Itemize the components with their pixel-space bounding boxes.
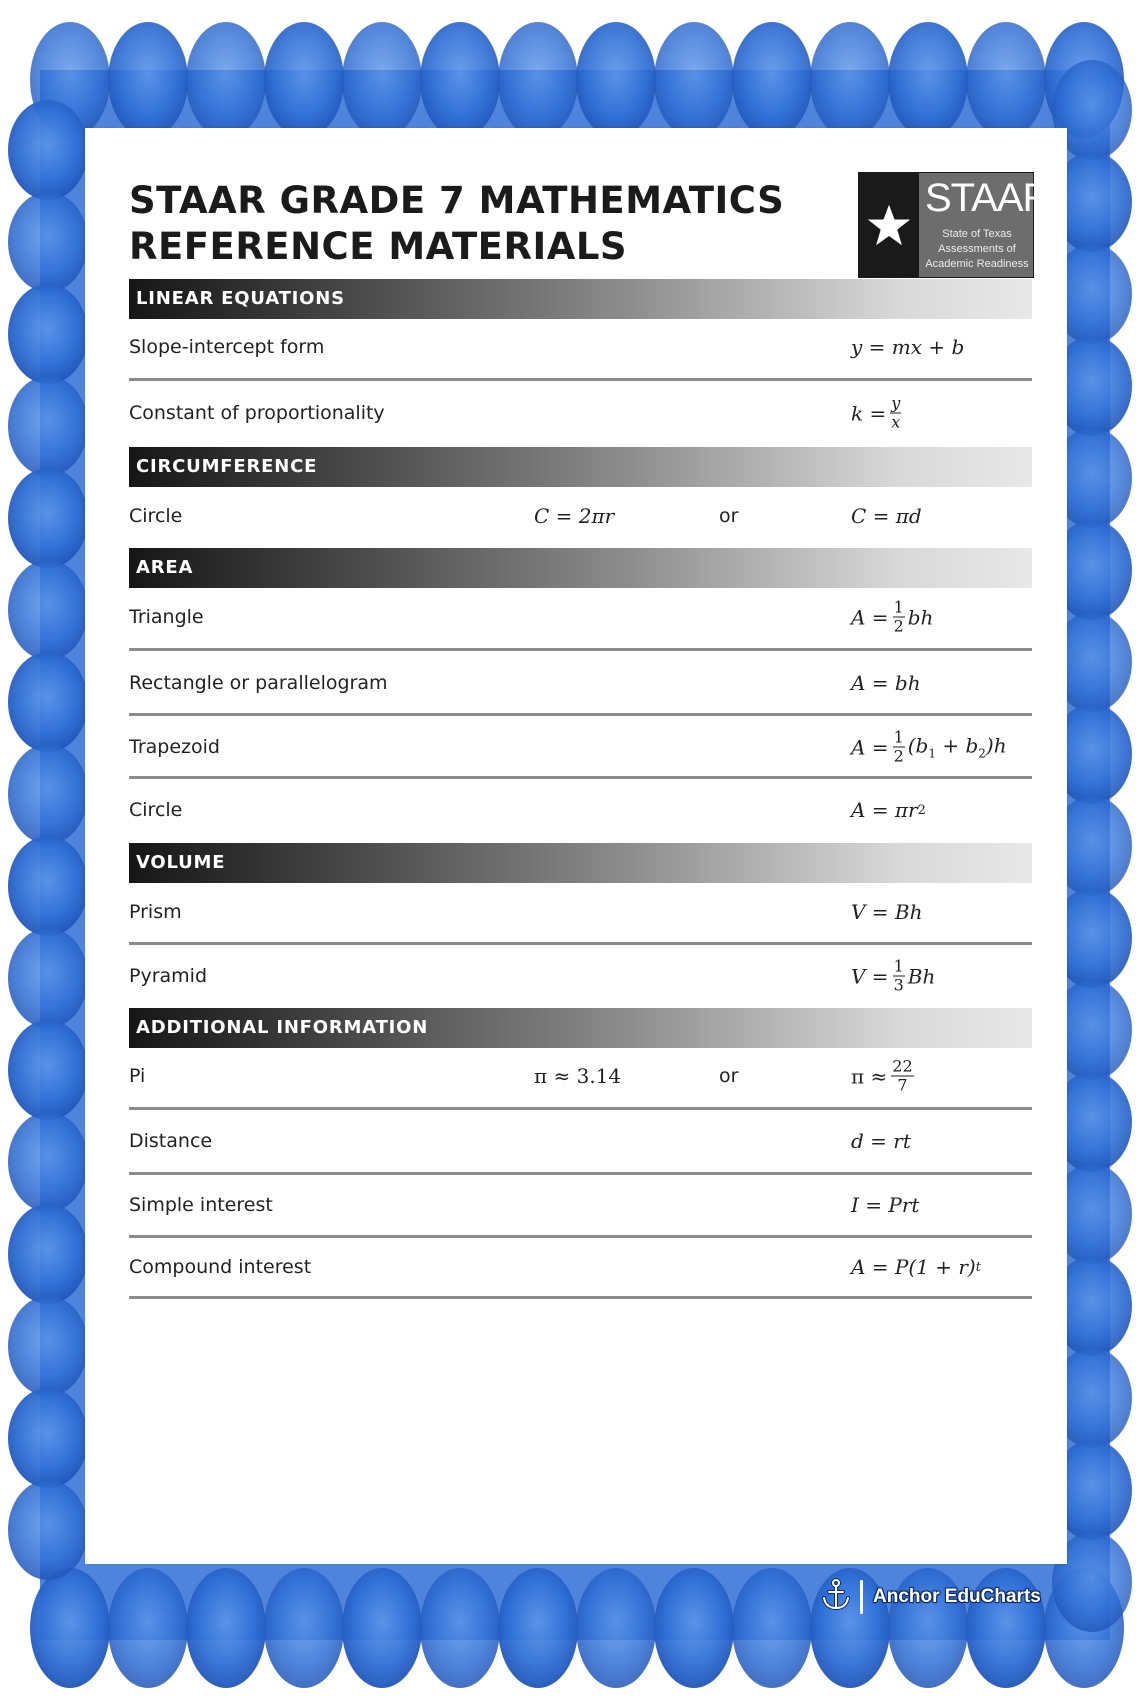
footer-brand (820, 1578, 1041, 1616)
formula-lhs: A = (851, 735, 889, 759)
row-label: Trapezoid (129, 736, 220, 758)
formula-lhs: A = (851, 605, 889, 629)
rhs-plus: + b (936, 733, 979, 758)
fraction (893, 727, 905, 766)
fraction (891, 1056, 913, 1095)
divider (129, 942, 1032, 945)
row-label: Constant of proportionality (129, 402, 385, 424)
row-label: Slope-intercept form (129, 336, 325, 358)
formula-alternate: C = πd (851, 504, 922, 528)
footer-divider (860, 1580, 863, 1614)
denominator: 2 (893, 746, 904, 766)
row-label: Simple interest (129, 1194, 273, 1216)
formula-primary: C = 2πr (534, 504, 615, 528)
denominator: 3 (893, 975, 904, 995)
formula-alternate (851, 1056, 917, 1095)
denominator: 2 (893, 616, 904, 636)
formula (851, 956, 936, 995)
rhs-open: (b (907, 733, 929, 758)
fraction (893, 597, 905, 636)
row-label: Circle (129, 799, 183, 821)
exponent: 2 (917, 802, 926, 818)
section-title: LINEAR EQUATIONS (136, 288, 345, 309)
formula-body: A = P(1 + r) (851, 1255, 976, 1279)
formula (851, 597, 934, 636)
reference-sheet (85, 128, 1067, 1564)
divider (129, 713, 1032, 716)
formula: I = Prt (851, 1193, 920, 1217)
denominator: x (891, 412, 901, 432)
formula: A = bh (851, 671, 921, 695)
section-circumference (129, 447, 1032, 487)
subscript-1: 1 (928, 746, 936, 761)
formula (851, 798, 926, 822)
numerator: y (891, 393, 901, 413)
row-label: Pyramid (129, 965, 208, 987)
section-linear-equations (129, 279, 1032, 319)
logo-subtitle-2: Assessments of (938, 243, 1016, 255)
divider (129, 1296, 1032, 1299)
page-title (129, 178, 829, 270)
row-label: Compound interest (129, 1256, 312, 1278)
row-label: Triangle (129, 606, 204, 628)
logo-subtitle-3: Academic Readiness (925, 258, 1029, 270)
fraction (893, 956, 905, 995)
divider (129, 648, 1032, 651)
numerator: 1 (893, 727, 904, 747)
formula-lhs: π ≈ (851, 1064, 888, 1088)
star-icon (859, 173, 919, 277)
numerator: 1 (893, 956, 904, 976)
or-label: or (719, 505, 739, 527)
anchor-icon (820, 1578, 852, 1616)
section-title: CIRCUMFERENCE (136, 456, 318, 477)
formula (851, 727, 1007, 766)
title-line-1: STAAR GRADE 7 MATHEMATICS (129, 179, 785, 222)
section-additional-information (129, 1008, 1032, 1048)
divider (129, 1235, 1032, 1238)
row-label: Rectangle or parallelogram (129, 672, 388, 694)
row-label: Prism (129, 901, 182, 923)
formula: V = Bh (851, 900, 923, 924)
fraction (890, 393, 901, 432)
formula: d = rt (851, 1129, 911, 1153)
row-label: Pi (129, 1065, 146, 1087)
title-line-2: REFERENCE MATERIALS (129, 225, 628, 268)
or-label: or (719, 1065, 739, 1087)
row-label: Circle (129, 505, 183, 527)
logo-subtitle-1: State of Texas (942, 228, 1012, 240)
formula-rhs: bh (907, 605, 934, 629)
formula-body: A = πr (851, 798, 918, 822)
section-area (129, 548, 1032, 588)
subscript-2: 2 (978, 746, 986, 761)
formula-rhs: Bh (907, 964, 936, 988)
formula-primary: π ≈ 3.14 (534, 1064, 622, 1088)
rhs-close: )h (985, 733, 1007, 758)
formula (851, 1255, 981, 1279)
divider (129, 1172, 1032, 1175)
denominator: 7 (897, 1075, 908, 1095)
numerator: 22 (892, 1056, 913, 1076)
formula (851, 393, 904, 432)
staar-logo (858, 172, 1051, 278)
numerator: 1 (893, 597, 904, 617)
divider (129, 378, 1032, 381)
row-label: Distance (129, 1130, 213, 1152)
divider (129, 776, 1032, 779)
exponent: t (975, 1259, 981, 1275)
formula: y = mx + b (851, 335, 965, 359)
section-title: AREA (136, 557, 194, 578)
formula-lhs: k = (851, 401, 887, 425)
section-volume (129, 843, 1032, 883)
section-title: ADDITIONAL INFORMATION (136, 1017, 429, 1038)
logo-wordmark: STAAR (925, 176, 1051, 220)
section-title: VOLUME (136, 852, 226, 873)
formula-rhs (908, 734, 1007, 761)
brand-name: Anchor EduCharts (873, 1586, 1041, 1607)
formula-lhs: V = (851, 964, 889, 988)
divider (129, 1107, 1032, 1110)
